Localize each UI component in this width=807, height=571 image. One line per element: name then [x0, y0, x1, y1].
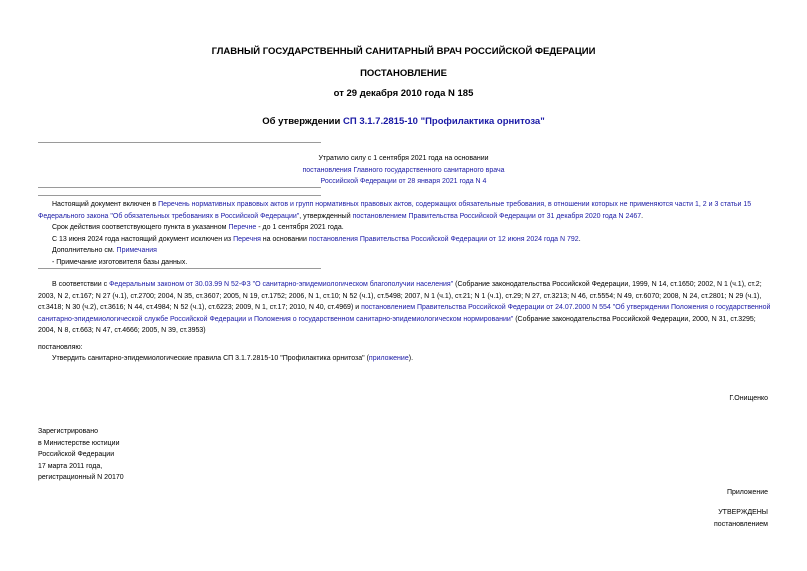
note-link-remarks[interactable]: Примечания	[116, 247, 157, 254]
appendix-label: Приложение	[726, 489, 768, 496]
document-date: от 29 декабря 2010 года N 185	[333, 88, 474, 99]
divider	[38, 268, 321, 269]
document-type: ПОСТАНОВЛЕНИЕ	[360, 68, 447, 79]
note-text: - до 1 сентября 2021 года.	[256, 224, 344, 231]
appendix-link[interactable]: приложение	[368, 355, 409, 362]
document-title	[0, 116, 807, 127]
preamble-paragraph	[38, 279, 771, 337]
government-resolution-554-link[interactable]: постановлением Правительства Российской Федерации от 24.07.2000 N 554 "Об утверждении Положения о государственной санитарно-эпидемиологической службе Российской Федерации и Положения о государственном санитарно-эпидемиологическом нормировании"	[38, 304, 771, 323]
note-paragraph-3	[38, 234, 771, 246]
expired-line-1: Утратило силу с 1 сентября 2021 года на основании	[318, 155, 489, 162]
approve-text: Утвердить санитарно-эпидемиологические правила СП 3.1.7.2815-10 "Профилактика орнитоза" (	[52, 355, 369, 362]
database-note	[38, 199, 771, 268]
note-paragraph-1	[38, 199, 771, 222]
approved-word: УТВЕРЖДЕНЫ	[718, 509, 768, 516]
note-text: .	[578, 235, 581, 243]
registration-line-1: Зарегистрировано	[38, 428, 98, 435]
preamble-text: (Собрание законодательства Российской Федерации, 1999, N 14, ст.1650; 2002, N 1 (ч.1), ст.2; 2003, N 2, ст.167; N 27 (ч.1), ст.2700; 2004, N 35, ст.3607; 2005, N 19, ст.1752; 2006, N 1, ст.10; N 52 (ч.1), ст.5498; 2007, N 1 (ч.1), ст.21; N 1 (ч.1), ст.29; N 27, ст.3213; N 46, ст.5554; N 49, ст.6070; 2008, N 24, ст.2801; N 29 (ч.1), ст.3418; N 30 (ч.2), ст.3616; N 44, ст.4984; N 52 (ч.1), ст.6223; 2009, N 1, ст.17; 2010, N 40, ст.4969) и	[38, 281, 762, 311]
note-text: Настоящий документ включен в	[52, 201, 159, 208]
signature: Г.Онищенко	[729, 395, 768, 402]
note-link-list-short[interactable]: Перечне	[228, 224, 257, 231]
note-text: С 13 июня 2024 года настоящий документ исключен из	[52, 235, 234, 243]
divider	[38, 142, 321, 143]
expired-link-line-3[interactable]: Российской Федерации от 28 января 2021 года N 4	[320, 178, 487, 185]
note-paragraph-4	[38, 245, 771, 257]
note-text: на основании	[260, 235, 309, 243]
divider	[38, 195, 321, 196]
note-paragraph-2	[38, 222, 771, 234]
note-paragraph-5: - Примечание изготовителя базы данных.	[52, 258, 188, 266]
note-link-resolution-2467[interactable]: постановлением Правительства Российской Федерации от 31 декабря 2020 года N 2467	[352, 212, 642, 220]
note-text: , утвержденный	[299, 212, 353, 220]
expired-link-line-2[interactable]: постановления Главного государственного санитарного врача	[302, 166, 505, 174]
preamble	[38, 279, 771, 337]
approve-text: ).	[408, 355, 414, 362]
note-text: Срок действия соответствующего пункта в указанном	[52, 224, 229, 231]
registration-line-2: в Министерстве юстиции	[38, 439, 120, 447]
note-link-list-2[interactable]: Перечня	[233, 235, 261, 243]
registration-line-3: Российской Федерации	[38, 451, 115, 458]
note-text: Дополнительно см.	[52, 247, 117, 254]
registration-line-4: 17 марта 2011 года,	[38, 462, 103, 470]
note-text: .	[641, 212, 644, 220]
registration-line-5: регистрационный N 20170	[38, 474, 124, 481]
divider	[38, 187, 321, 188]
appendix-approved	[560, 507, 768, 530]
preamble-text: (Собрание законодательства Российской Федерации, 2000, N 31, ст.3295; 2004, N 8, ст.663; N 47, ст.4666; 2005, N 39, ст.3953)	[38, 315, 756, 334]
approved-by: постановлением	[714, 520, 768, 528]
note-link-resolution-792[interactable]: постановления Правительства Российской Федерации от 12 июня 2024 года N 792	[308, 235, 579, 243]
federal-law-link[interactable]: Федеральным законом от 30.03.99 N 52-ФЗ "О санитарно-эпидемиологическом благополучии населения"	[109, 281, 454, 288]
issuing-authority: ГЛАВНЫЙ ГОСУДАРСТВЕННЫЙ САНИТАРНЫЙ ВРАЧ РОССИЙСКОЙ ФЕДЕРАЦИИ	[211, 46, 596, 57]
preamble-text: В соответствии с	[52, 281, 110, 288]
title-prefix: Об утверждении	[262, 116, 343, 127]
approve-clause	[52, 353, 771, 365]
expired-notice	[230, 153, 577, 188]
resolves-clause: постановляю:	[38, 344, 83, 351]
note-link-list[interactable]: Перечень нормативных правовых актов и групп нормативных правовых актов, содержащих обязательные требования, в отношении которых не применяются части 1, 2 и 3 статьи 15 Федерального закона "Об обязательных требованиях в Российской Федерации"	[38, 201, 752, 220]
title-link[interactable]: СП 3.1.7.2815-10 "Профилактика орнитоза"	[343, 116, 545, 127]
registration-block	[38, 426, 338, 484]
